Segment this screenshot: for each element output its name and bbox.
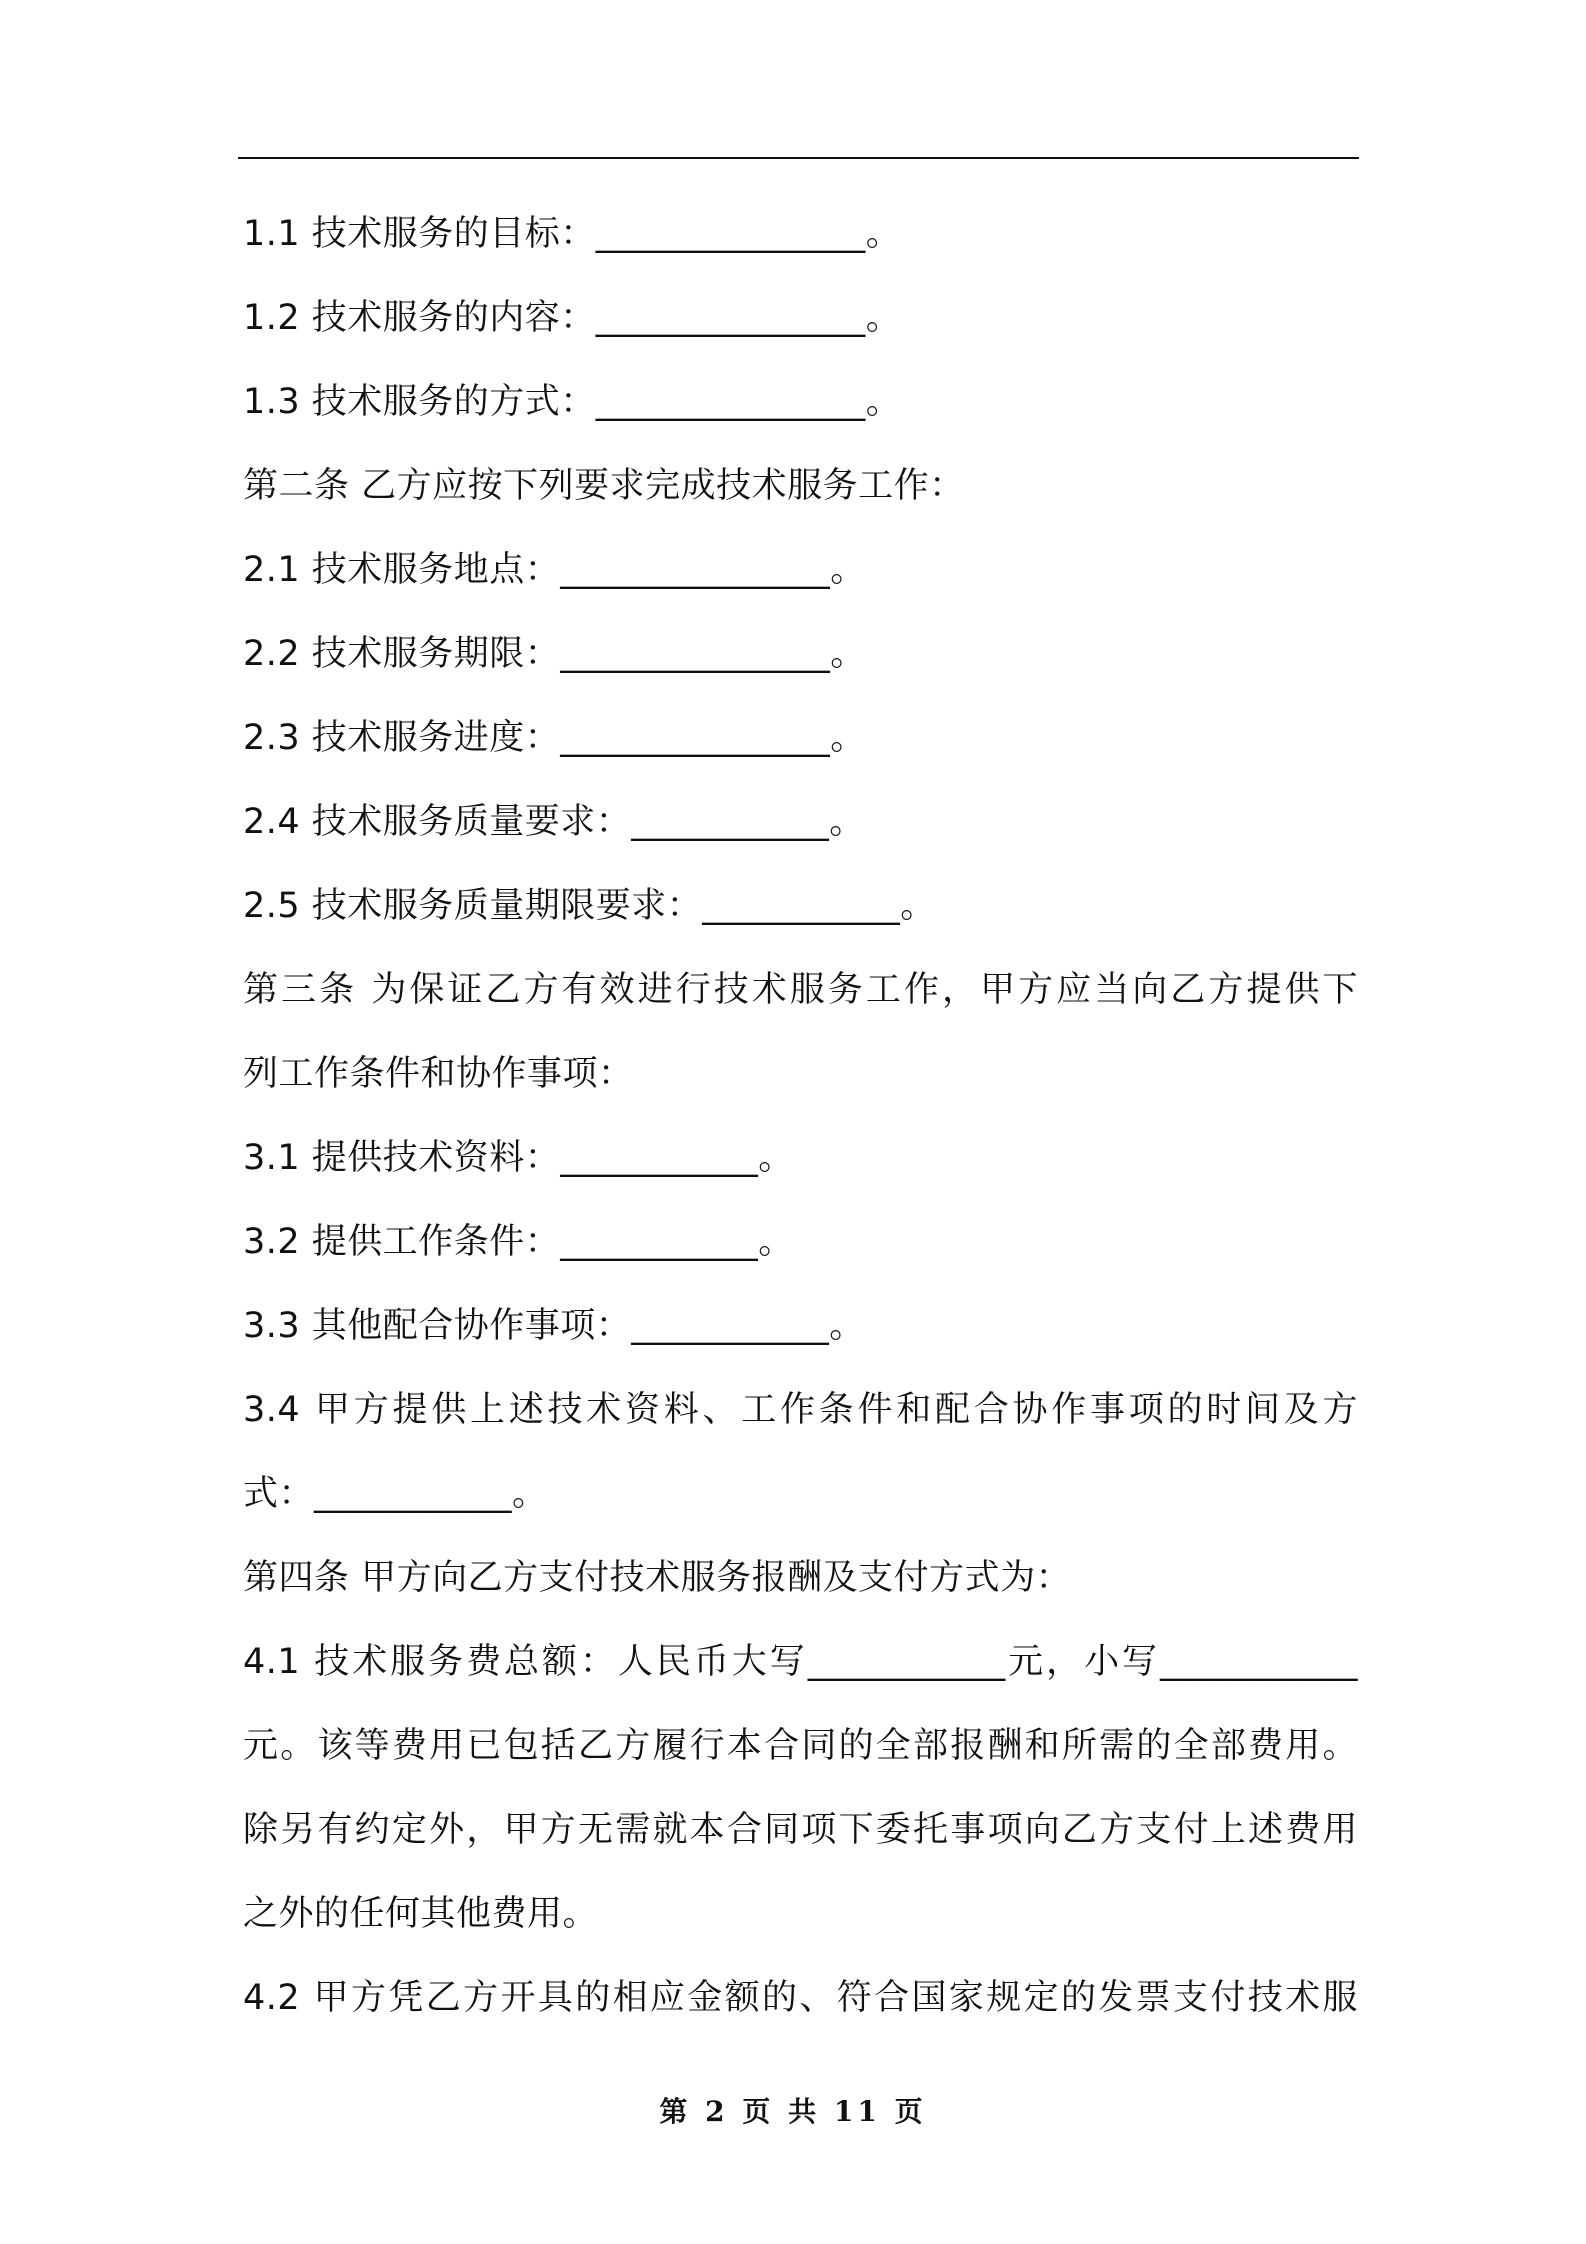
clause-3-2: 3.2 提供工作条件：___________。 — [243, 1222, 794, 1262]
article-3-heading-line-2: 列工作条件和协作事项： — [243, 1054, 634, 1094]
clause-1-1: 1.1 技术服务的目标：_______________。 — [243, 214, 902, 254]
clause-1-2: 1.2 技术服务的内容：_______________。 — [243, 298, 902, 338]
clause-2-4: 2.4 技术服务质量要求：___________。 — [243, 802, 865, 842]
clause-3-1: 3.1 提供技术资料：___________。 — [243, 1138, 794, 1178]
clause-3-4-line-2: 式：___________。 — [243, 1474, 548, 1514]
article-4-heading: 第四条 甲方向乙方支付技术服务报酬及支付方式为： — [243, 1558, 1072, 1598]
clause-4-1-line-4: 之外的任何其他费用。 — [243, 1894, 599, 1934]
clause-1-3: 1.3 技术服务的方式：_______________。 — [243, 382, 902, 422]
clause-3-3: 3.3 其他配合协作事项：___________。 — [243, 1306, 865, 1346]
article-2-heading: 第二条 乙方应按下列要求完成技术服务工作： — [243, 466, 965, 506]
header-rule — [238, 157, 1359, 159]
clause-2-1: 2.1 技术服务地点：_______________。 — [243, 550, 866, 590]
clause-4-1-line-3: 除另有约定外，甲方无需就本合同项下委托事项向乙方支付上述费用 — [243, 1810, 1358, 1850]
clause-4-1-line-1: 4.1 技术服务费总额：人民币大写___________元，小写___________ — [243, 1642, 1358, 1682]
clause-2-3: 2.3 技术服务进度：_______________。 — [243, 718, 866, 758]
clause-2-2: 2.2 技术服务期限：_______________。 — [243, 634, 866, 674]
contract-body — [243, 192, 1358, 2040]
page-number-footer: 第 2 页 共 11 页 — [659, 2095, 927, 2128]
clause-3-4-line-1: 3.4 甲方提供上述技术资料、工作条件和配合协作事项的时间及方 — [243, 1390, 1358, 1430]
clause-2-5: 2.5 技术服务质量期限要求：___________。 — [243, 886, 936, 926]
article-3-heading-line-1: 第三条 为保证乙方有效进行技术服务工作，甲方应当向乙方提供下 — [243, 970, 1358, 1010]
clause-4-1-line-2: 元。该等费用已包括乙方履行本合同的全部报酬和所需的全部费用。 — [243, 1726, 1358, 1766]
clause-4-2-line-1: 4.2 甲方凭乙方开具的相应金额的、符合国家规定的发票支付技术服 — [243, 1978, 1358, 2018]
